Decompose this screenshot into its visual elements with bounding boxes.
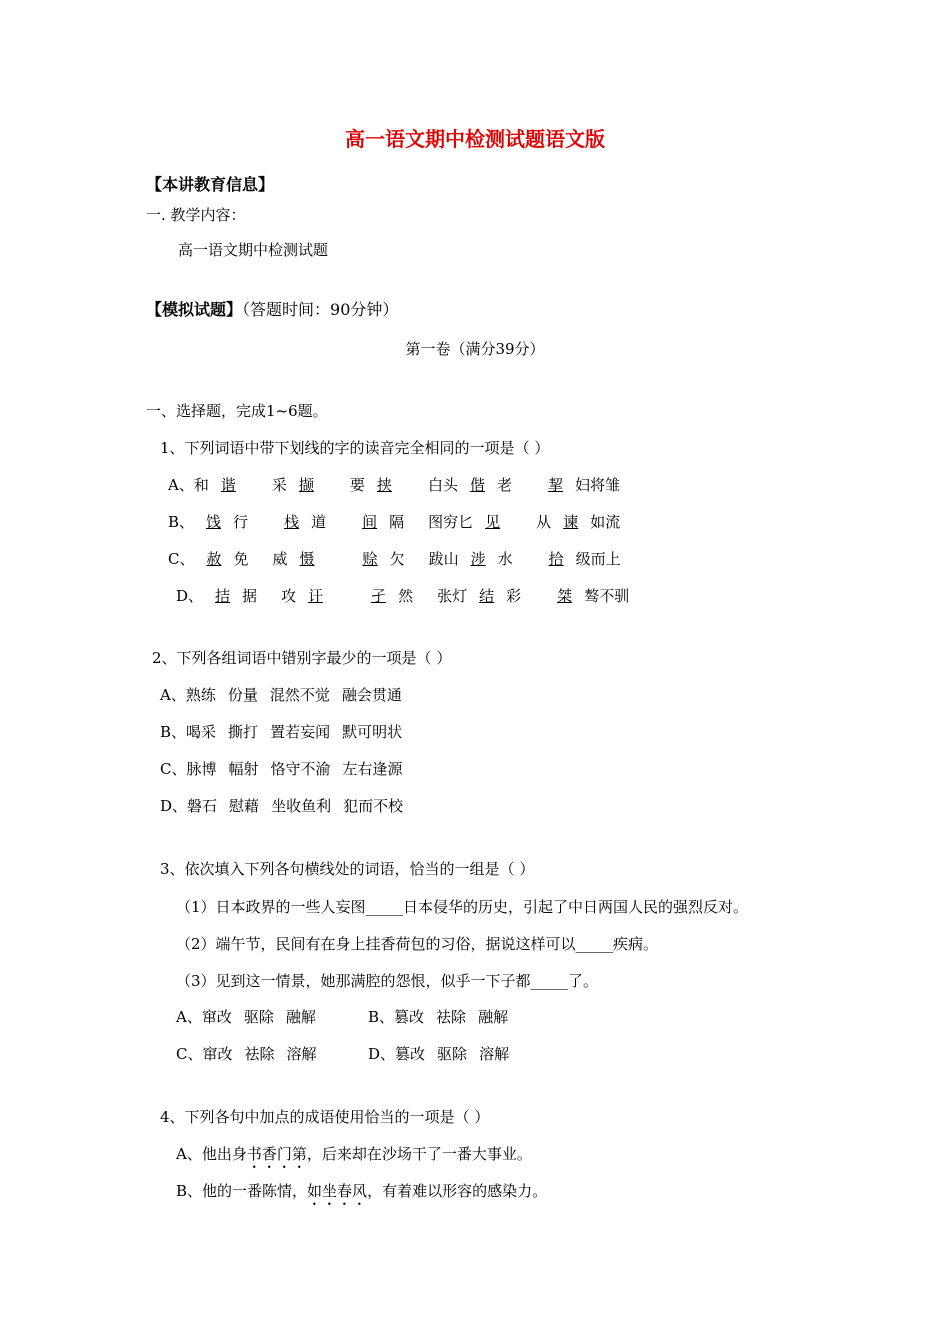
word-prefix: 白头 [427,476,458,494]
option-text-before: 他的一番陈情， [202,1182,308,1200]
option-word [428,513,524,531]
option-word [272,513,338,531]
option-word [429,550,525,568]
option-word [281,587,347,605]
option-word: 祛除 [436,1008,467,1026]
option-word: 篡改 [395,1045,426,1063]
exam-heading-line [146,300,398,320]
underlined-char: 赦 [206,550,222,568]
option-word: 脉博 [186,760,217,778]
option-letter: B、 [160,723,187,741]
question-3-sentence: （2）端午节，民间有在身上挂香荷包的习俗，据说这样可以_____疾病。 [176,935,659,953]
word-prefix: 要 [349,476,365,494]
word-suffix: 欠 [389,550,405,568]
option-letter: A、 [176,1145,202,1163]
underlined-char: 结 [479,587,495,605]
question-3-option [176,1007,328,1027]
question-3-option [368,1044,521,1064]
word-suffix: 骜不驯 [584,587,630,605]
question-4-option [176,1181,547,1209]
question-2-stem: 2、下列各组词语中错别字最少的一项是（ ） [152,649,452,667]
option-word [350,476,416,494]
option-letter: A、 [160,686,186,704]
underlined-char: 慑 [299,550,315,568]
option-letter: B、 [176,1182,203,1200]
section-info-item: 一. 教学内容： [146,206,246,224]
word-prefix: 张灯 [437,587,468,605]
question-2-option [160,685,414,705]
option-text-before: 他出身 [201,1145,247,1163]
option-word: 窜改 [202,1045,233,1063]
word-suffix: 水 [497,550,513,568]
option-word [194,550,260,568]
option-letter: B、 [168,513,195,531]
word-suffix: 道 [311,513,327,531]
underlined-char: 撷 [298,476,314,494]
option-word [545,587,641,605]
option-letter: B、 [368,1008,395,1026]
exam-heading: 【模拟试题】 [146,300,243,319]
underlined-char: 桀 [557,587,573,605]
word-prefix: 采 [271,476,287,494]
option-word [537,550,633,568]
option-word: 窜改 [201,1008,232,1026]
option-word: 默可明状 [342,723,403,741]
option-word: 融解 [478,1008,509,1026]
option-word: 慰藉 [229,797,260,815]
option-text-after: ，后来却在沙场干了一番大事业。 [306,1145,532,1163]
question-1-option [168,512,644,532]
underlined-char: 偕 [469,476,485,494]
word-prefix: 图穷匕 [428,513,474,531]
underlined-char: 拾 [548,550,564,568]
option-word [359,587,425,605]
option-letter: C、 [168,550,195,568]
question-4-option [176,1144,532,1172]
option-word [428,476,524,494]
underlined-char: 孑 [371,587,387,605]
option-word: 坐收鱼利 [271,797,332,815]
option-word: 左右逢源 [342,760,403,778]
option-letter: C、 [176,1045,203,1063]
word-prefix: 跋山 [428,550,459,568]
word-suffix: 老 [496,476,512,494]
option-word [350,513,416,531]
question-3-stem: 3、依次填入下列各句横线处的词语，恰当的一组是（ ） [160,860,535,878]
underlined-char: 赊 [362,550,378,568]
underlined-char: 谐 [220,476,236,494]
volume-label: 第一卷（满分39分） [405,340,545,358]
option-word: 置若妄闻 [270,723,331,741]
underlined-char: 间 [362,513,378,531]
underlined-char: 谏 [563,513,579,531]
underlined-char: 饯 [206,513,222,531]
option-word: 喝采 [186,723,217,741]
question-1-option [168,549,645,569]
word-suffix: 据 [242,587,258,605]
word-prefix: 威 [272,550,288,568]
question-1-stem: 1、下列词语中带下划线的字的读音完全相同的一项是（ ） [160,439,550,457]
option-word: 恪守不渝 [270,760,331,778]
underlined-char: 涉 [470,550,486,568]
question-2-option [160,722,414,742]
word-suffix: 行 [233,513,249,531]
word-prefix: 从 [536,513,552,531]
option-word: 驱除 [243,1008,274,1026]
word-suffix: 妇将雏 [575,476,621,494]
question-3-sentence: （3）见到这一情景，她那满腔的怨恨，似乎一下子都_____了。 [176,972,599,990]
option-word: 溶解 [479,1045,510,1063]
option-word: 犯而不校 [343,797,404,815]
option-word: 混然不觉 [269,686,330,704]
option-word [203,587,269,605]
option-word: 篡改 [394,1008,425,1026]
option-word: 融解 [285,1008,316,1026]
word-suffix: 级而上 [575,550,621,568]
exam-time: （答题时间：90分钟） [242,300,399,319]
word-suffix: 免 [233,550,249,568]
option-letter: D、 [176,587,204,605]
option-letter: A、 [168,476,194,494]
option-word [272,476,338,494]
question-1-option [168,475,644,495]
question-3-option [368,1007,520,1027]
question-2-option [160,759,415,779]
dotted-idiom: 书香门第 [246,1145,307,1163]
option-word: 撕打 [228,723,259,741]
option-letter: D、 [368,1045,396,1063]
option-text-after: ，有着难以形容的感染力。 [367,1182,548,1200]
underlined-char: 讦 [308,587,324,605]
underlined-char: 拮 [215,587,231,605]
option-letter: C、 [160,760,187,778]
option-word [536,513,632,531]
question-2-option [160,796,415,816]
option-word: 融会贯通 [341,686,402,704]
option-word: 磐石 [187,797,218,815]
dotted-idiom: 如坐春风 [307,1182,368,1200]
question-3-option [176,1044,329,1064]
part-heading: 一、选择题，完成1~6题。 [146,402,328,420]
option-word [194,476,260,494]
underlined-char: 栈 [284,513,300,531]
word-prefix: 和 [193,476,209,494]
option-word [536,476,632,494]
option-word: 祛除 [244,1045,275,1063]
option-letter: D、 [160,797,188,815]
option-word [437,587,533,605]
option-word: 幅射 [228,760,259,778]
word-suffix: 隔 [389,513,405,531]
underlined-char: 挟 [376,476,392,494]
question-1-option [176,586,653,606]
word-suffix: 如流 [590,513,621,531]
option-word [194,513,260,531]
option-word [273,550,339,568]
option-word [351,550,417,568]
underlined-char: 挈 [547,476,563,494]
option-word: 熟练 [185,686,216,704]
section-info-heading: 【本讲教育信息】 [146,175,275,194]
section-info-item-text: 高一语文期中检测试题 [178,241,329,259]
word-prefix: 攻 [281,587,297,605]
page-title: 高一语文期中检测试题语文版 [345,127,605,151]
question-3-sentence: （1）日本政界的一些人妄图_____日本侵华的历史，引起了中日两国人民的强烈反对。 [176,898,749,916]
word-suffix: 彩 [506,587,522,605]
question-4-stem: 4、下列各句中加点的成语使用恰当的一项是（ ） [160,1108,490,1126]
option-word: 溶解 [286,1045,317,1063]
option-word: 驱除 [437,1045,468,1063]
option-letter: A、 [176,1008,202,1026]
option-word: 份量 [227,686,258,704]
underlined-char: 见 [485,513,501,531]
word-suffix: 然 [398,587,414,605]
